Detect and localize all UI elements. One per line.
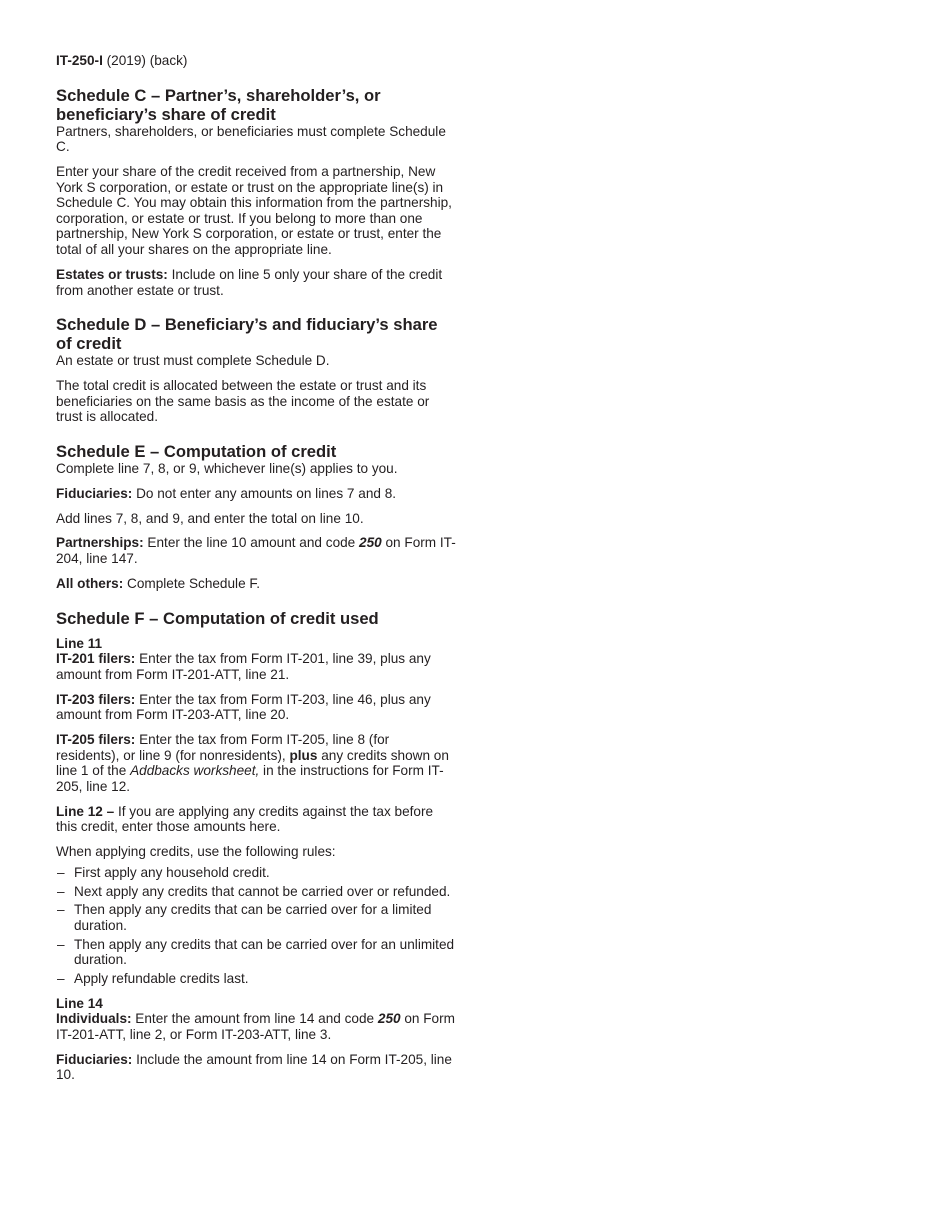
all-others-label: All others:	[56, 575, 124, 591]
schedule-e-intro: Complete line 7, 8, or 9, whichever line(s) applies to you.	[56, 460, 398, 476]
it203-text: Enter the tax from Form IT-203, line 46, plus any amount from Form IT-203-ATT, line 20.	[56, 691, 431, 723]
schedule-e-fiduciaries	[56, 486, 456, 502]
dash-mark: –	[57, 883, 65, 899]
credit-rules-list	[56, 865, 456, 987]
list-item	[56, 902, 456, 933]
dash-mark: –	[57, 971, 65, 987]
schedule-e-title: Schedule E – Computation of credit	[56, 441, 337, 461]
dash-mark: –	[57, 936, 65, 952]
dash-mark: –	[57, 902, 65, 918]
line14-fiduciaries-label: Fiduciaries:	[56, 1051, 133, 1067]
line-12-text: If you are applying any credits against the tax before this credit, enter those amounts here.	[56, 803, 434, 835]
rule-text: First apply any household credit.	[74, 864, 270, 880]
line-14-fiduciaries	[56, 1052, 456, 1083]
line-12-instructions	[56, 804, 456, 835]
fiduciaries-text: Do not enter any amounts on lines 7 and 8.	[132, 485, 397, 501]
schedule-c-intro: Partners, shareholders, or beneficiaries must complete Schedule C.	[56, 123, 446, 155]
it205-filers	[56, 732, 456, 794]
it205-plus: plus	[289, 747, 318, 763]
estates-text: Include on line 5 only your share of the credit from another estate or trust.	[56, 266, 443, 298]
individuals-text-a: Enter the amount from line 14 and code	[131, 1011, 378, 1027]
schedule-e-section	[56, 442, 456, 592]
schedule-f-section	[56, 609, 456, 1083]
line-14-individuals	[56, 1011, 456, 1042]
it201-filers	[56, 651, 456, 682]
it203-label: IT-203 filers:	[56, 691, 136, 707]
schedule-c-instructions: Enter your share of the credit received from a partnership, New York S corporation, or estate or trust on the appropriate line(s) in Schedule C. You may obtain this information from the partnership, corporation, or estate or trust. If you belong to more than one partnership, New York S corporation, or estate or trust, enter the total of all your shares on the appropriate line.	[56, 164, 452, 258]
rule-text: Then apply any credits that can be carried over for a limited duration.	[74, 902, 432, 934]
rule-text: Next apply any credits that cannot be carried over or refunded.	[74, 883, 451, 899]
rules-intro: When applying credits, use the following rules:	[56, 844, 336, 860]
schedule-e-partnerships	[56, 535, 456, 566]
fiduciaries-label: Fiduciaries:	[56, 485, 133, 501]
schedule-e-add-lines: Add lines 7, 8, and 9, and enter the total on line 10.	[56, 510, 364, 526]
line14-fiduciaries-text: Include the amount from line 14 on Form IT-205, line 10.	[56, 1051, 452, 1083]
rule-text: Then apply any credits that can be carried over for an unlimited duration.	[74, 936, 455, 968]
schedule-d-title: Schedule D – Beneficiary’s and fiduciary’s share of credit	[56, 315, 438, 354]
it205-text-b: any credits shown on line 1 of the	[56, 747, 449, 779]
schedule-d-section	[56, 315, 456, 425]
schedule-f-title: Schedule F – Computation of credit used	[56, 608, 379, 628]
estates-label: Estates or trusts:	[56, 266, 168, 282]
schedule-d-allocation: The total credit is allocated between the estate or trust and its beneficiaries on the same basis as the income of the estate or trust is allocated.	[56, 378, 430, 425]
partnerships-code: 250	[359, 535, 382, 551]
rule-text: Apply refundable credits last.	[74, 971, 249, 987]
dash-mark: –	[57, 864, 65, 880]
schedule-c-section	[56, 86, 456, 299]
schedule-c-estates-note	[56, 267, 456, 298]
it205-text-a: Enter the tax from Form IT-205, line 8 (for residents), or line 9 (for nonresidents),	[56, 732, 390, 763]
schedule-c-title: Schedule C – Partner’s, shareholder’s, or beneficiary’s share of credit	[56, 85, 381, 124]
page-header	[56, 53, 456, 69]
it201-text: Enter the tax from Form IT-201, line 39, plus any amount from Form IT-201-ATT, line 21.	[56, 651, 431, 682]
list-item	[56, 971, 456, 987]
partnerships-text-b: on Form IT-204, line 147.	[56, 535, 456, 567]
schedule-e-all-others	[56, 576, 456, 592]
line-11-heading: Line 11	[56, 635, 103, 651]
individuals-label: Individuals:	[56, 1011, 132, 1027]
form-id: IT-250-I	[56, 53, 103, 68]
addbacks-worksheet: Addbacks worksheet,	[130, 763, 260, 779]
it203-filers	[56, 692, 456, 723]
it205-text-c: in the instructions for Form IT-205, line 12.	[56, 763, 444, 794]
it205-label: IT-205 filers:	[56, 732, 136, 748]
partnerships-text-a: Enter the line 10 amount and code	[143, 535, 360, 551]
line-12-label: Line 12 –	[56, 803, 115, 819]
partnerships-label: Partnerships:	[56, 535, 144, 551]
individuals-text-b: on Form IT-201-ATT, line 2, or Form IT-203-ATT, line 3.	[56, 1011, 455, 1042]
all-others-text: Complete Schedule F.	[123, 575, 260, 591]
list-item	[56, 884, 456, 900]
list-item	[56, 865, 456, 881]
it201-label: IT-201 filers:	[56, 651, 136, 667]
list-item	[56, 937, 456, 968]
individuals-code: 250	[377, 1011, 401, 1027]
schedule-d-intro: An estate or trust must complete Schedule D.	[56, 353, 330, 369]
line-14-heading: Line 14	[56, 995, 103, 1011]
instructions-column	[56, 53, 456, 1092]
form-year-side: (2019) (back)	[102, 53, 188, 68]
